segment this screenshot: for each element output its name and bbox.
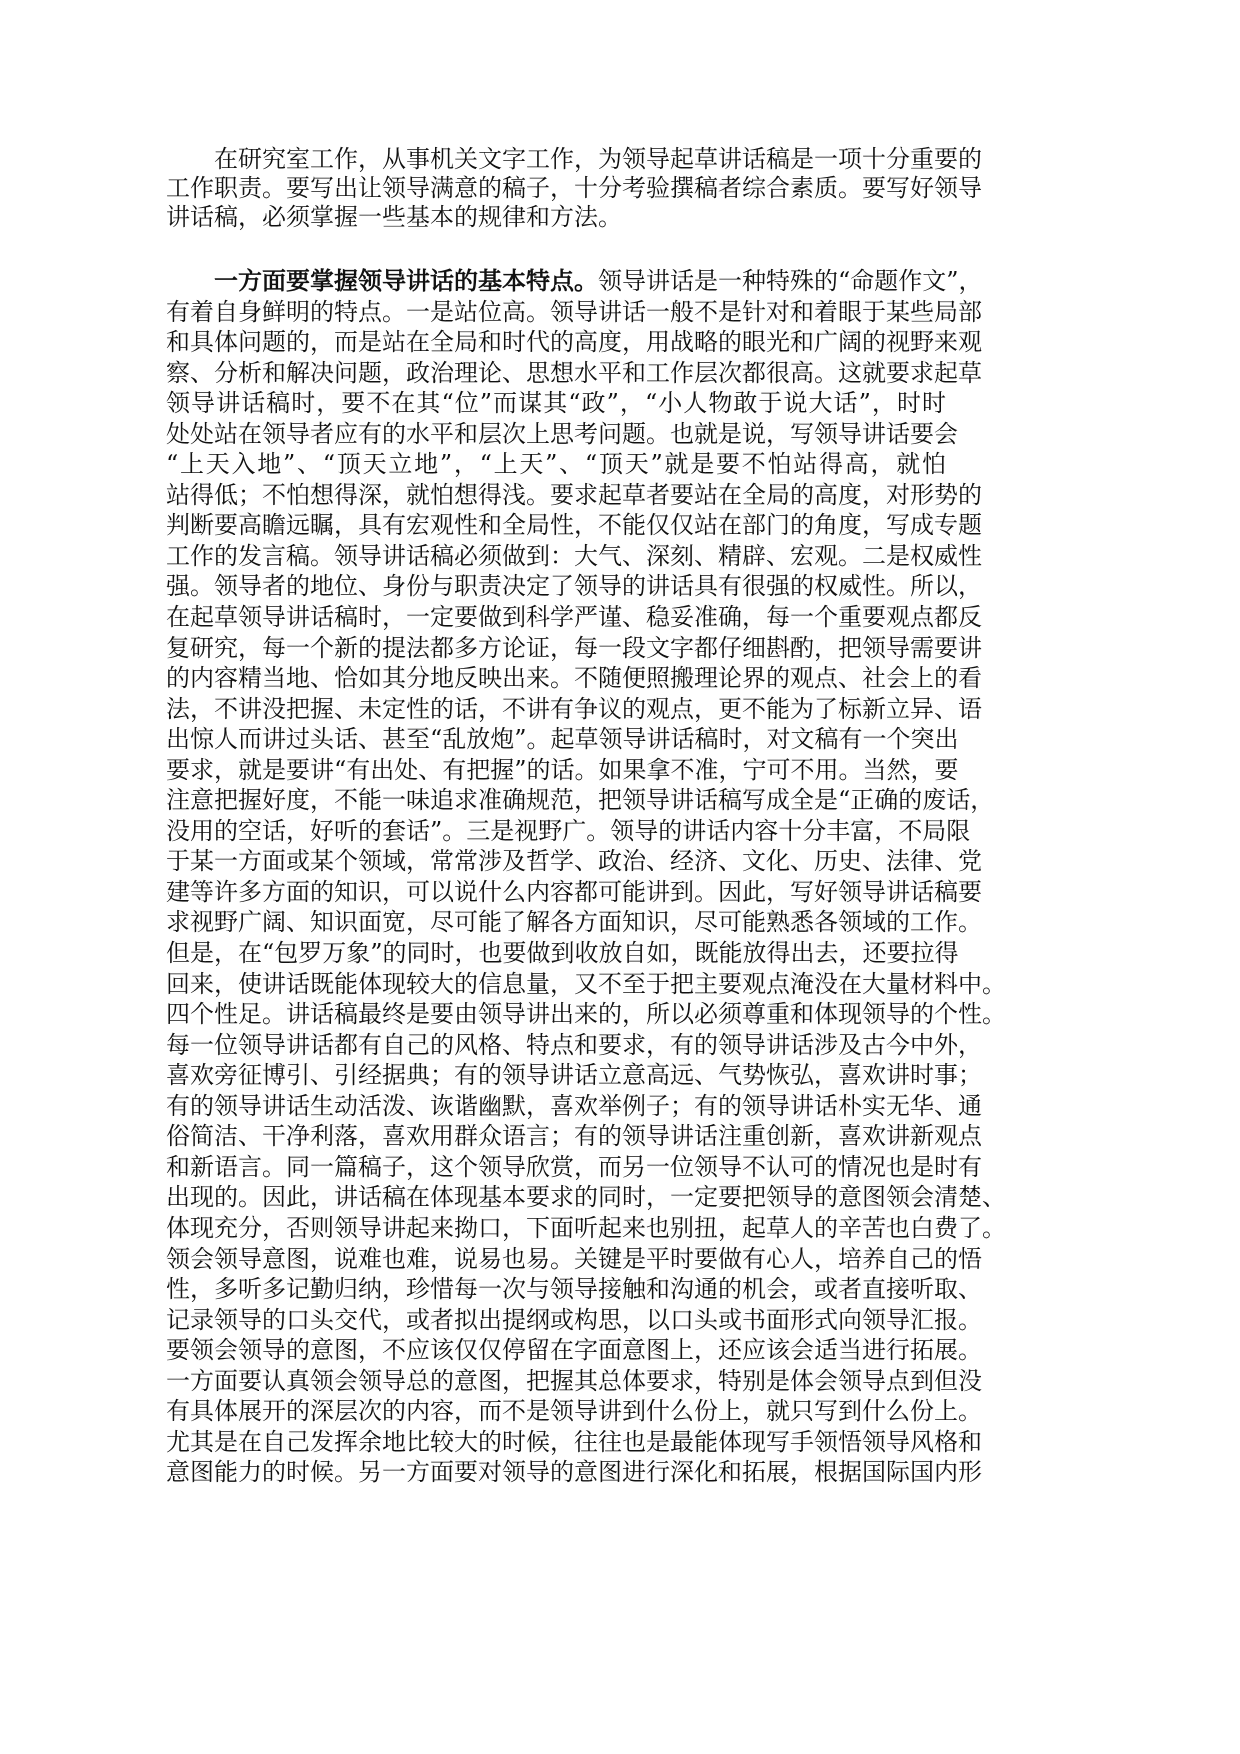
paragraph-line: 没用的空话，好听的套话”。三是视野广。领导的讲话内容十分丰富，不局限 <box>166 816 971 845</box>
paragraph-line: 于某一方面或某个领域，常常涉及哲学、政治、经济、文化、历史、法律、党 <box>166 847 982 876</box>
paragraph-line: 领会领导意图，说难也难，说易也易。关键是平时要做有心人，培养自己的悟 <box>166 1244 982 1273</box>
paragraph-line: 察、分析和解决问题，政治理论、思想水平和工作层次都很高。这就要求起草 <box>166 358 982 387</box>
intro-paragraph <box>166 145 982 232</box>
paragraph-line <box>166 266 983 297</box>
paragraph-line: 讲话稿，必须掌握一些基本的规律和方法。 <box>166 203 622 231</box>
paragraph-line: 要领会领导的意图，不应该仅仅停留在字面意图上，还应该会适当进行拓展。 <box>166 1336 982 1365</box>
paragraph-line: 要求，就是要讲“有出处、有把握”的话。如果拿不准，宁可不用。当然，要 <box>166 755 959 784</box>
paragraph-line: 体现充分，否则领导讲起来拗口，下面听起来也别扭，起草人的辛苦也白费了。 <box>166 1213 1006 1242</box>
paragraph-line: 一方面要认真领会领导总的意图，把握其总体要求，特别是体会领导点到但没 <box>166 1366 982 1395</box>
paragraph-line: 强。领导者的地位、身份与职责决定了领导的讲话具有很强的权威性。所以， <box>166 572 982 601</box>
paragraph-line: 意图能力的时候。另一方面要对领导的意图进行深化和拓展，根据国际国内形 <box>166 1458 982 1487</box>
paragraph-line: 在起草领导讲话稿时，一定要做到科学严谨、稳妥准确，每一个重要观点都反 <box>166 603 982 632</box>
paragraph-line: 喜欢旁征博引、引经据典；有的领导讲话立意高远、气势恢弘，喜欢讲时事； <box>166 1061 982 1090</box>
paragraph-line: 出现的。因此，讲话稿在体现基本要求的同时，一定要把领导的意图领会清楚、 <box>166 1183 1006 1212</box>
paragraph-line: 领导讲话稿时，要不在其“位”而谋其“政”，“小人物敢于说大话”，时时 <box>166 389 946 418</box>
paragraph-line: 求视野广阔、知识面宽，尽可能了解各方面知识，尽可能熟悉各领域的工作。 <box>166 908 982 937</box>
section-heading-inline: 一方面要掌握领导讲话的基本特点。 <box>214 266 598 295</box>
paragraph-line: 性，多听多记勤归纳，珍惜每一次与领导接触和沟通的机会，或者直接听取、 <box>166 1275 982 1304</box>
paragraph-line: 工作的发言稿。领导讲话稿必须做到：大气、深刻、精辟、宏观。二是权威性 <box>166 541 982 570</box>
paragraph-line: 和新语言。同一篇稿子，这个领导欣赏，而另一位领导不认可的情况也是时有 <box>166 1152 982 1181</box>
paragraph-line: 处处站在领导者应有的水平和层次上思考问题。也就是说，写领导讲话要会 <box>166 419 958 448</box>
paragraph-line: 俗简洁、干净利落，喜欢用群众语言；有的领导讲话注重创新，喜欢讲新观点 <box>166 1122 982 1151</box>
paragraph-line: 四个性足。讲话稿最终是要由领导讲出来的，所以必须尊重和体现领导的个性。 <box>166 1000 1006 1029</box>
paragraph-line: 有着自身鲜明的特点。一是站位高。领导讲话一般不是针对和着眼于某些局部 <box>166 297 982 326</box>
paragraph-line: 但是，在“包罗万象”的同时，也要做到收放自如，既能放得出去，还要拉得 <box>166 939 959 968</box>
paragraph-line: 有具体展开的深层次的内容，而不是领导讲到什么份上，就只写到什么份上。 <box>166 1397 982 1426</box>
paragraph-line: 有的领导讲话生动活泼、诙谐幽默，喜欢举例子；有的领导讲话朴实无华、通 <box>166 1091 982 1120</box>
paragraph-line: 注意把握好度，不能一味追求准确规范，把领导讲话稿写成全是“正确的废话， <box>166 786 995 815</box>
paragraph-line: 建等许多方面的知识，可以说什么内容都可能讲到。因此，写好领导讲话稿要 <box>166 877 982 906</box>
paragraph-line: 站得低；不怕想得深，就怕想得浅。要求起草者要站在全局的高度，对形势的 <box>166 480 982 509</box>
paragraph-text: 领导讲话是一种特殊的“命题作文”， <box>598 267 983 295</box>
body-paragraph <box>166 266 1006 1488</box>
paragraph-line: 判断要高瞻远瞩，具有宏观性和全局性，不能仅仅站在部门的角度，写成专题 <box>166 511 982 540</box>
paragraph-line: 复研究，每一个新的提法都多方论证，每一段文字都仔细斟酌，把领导需要讲 <box>166 633 982 662</box>
paragraph-line: 和具体问题的，而是站在全局和时代的高度，用战略的眼光和广阔的视野来观 <box>166 328 982 357</box>
paragraph-line: 回来，使讲话既能体现较大的信息量，又不至于把主要观点淹没在大量材料中。 <box>166 969 1006 998</box>
paragraph-line: 的内容精当地、恰如其分地反映出来。不随便照搬理论界的观点、社会上的看 <box>166 664 982 693</box>
paragraph-line: 工作职责。要写出让领导满意的稿子，十分考验撰稿者综合素质。要写好领导 <box>166 174 982 202</box>
paragraph-line: 出惊人而讲过头话、甚至“乱放炮”。起草领导讲话稿时，对文稿有一个突出 <box>166 725 959 754</box>
paragraph-line: 每一位领导讲话都有自己的风格、特点和要求，有的领导讲话涉及古今中外， <box>166 1030 982 1059</box>
paragraph-line: “上天入地”、“顶天立地”，“上天”、“顶天”就是要不怕站得高，就怕 <box>166 450 946 479</box>
paragraph-line: 法，不讲没把握、未定性的话，不讲有争议的观点，更不能为了标新立异、语 <box>166 694 982 723</box>
paragraph-line: 记录领导的口头交代，或者拟出提纲或构思，以口头或书面形式向领导汇报。 <box>166 1305 982 1334</box>
paragraph-line: 在研究室工作，从事机关文字工作，为领导起草讲话稿是一项十分重要的 <box>214 145 982 173</box>
paragraph-line: 尤其是在自己发挥余地比较大的时候，往往也是最能体现写手领悟领导风格和 <box>166 1427 982 1456</box>
